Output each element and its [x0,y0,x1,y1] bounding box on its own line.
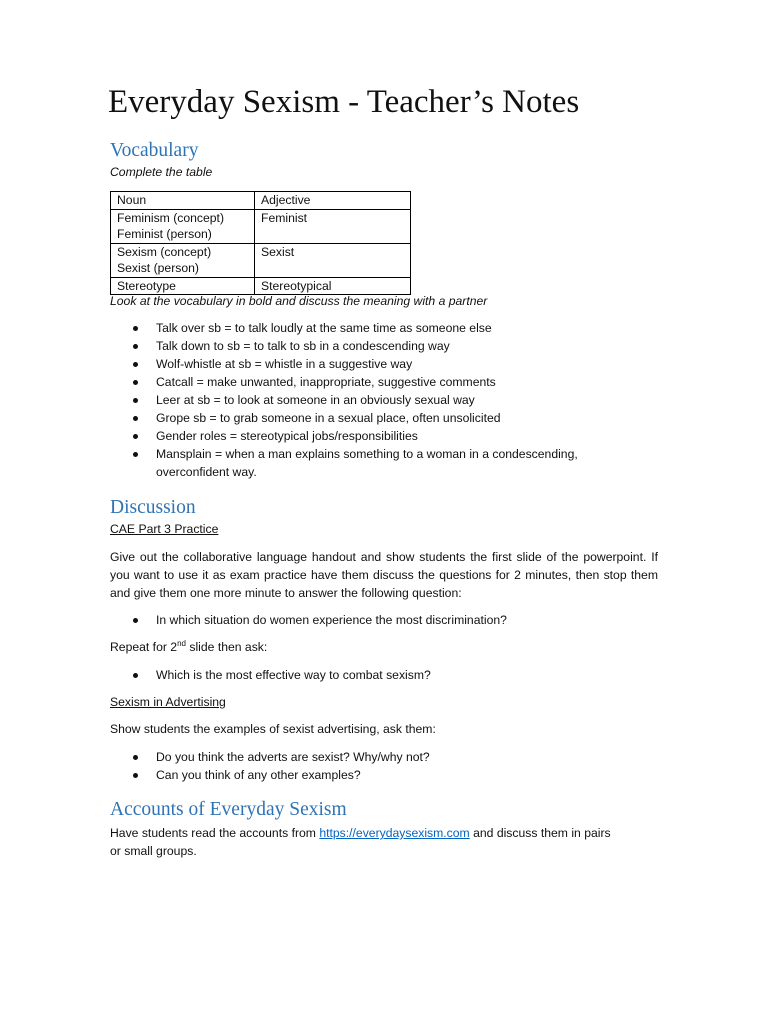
vocabulary-table [110,191,411,295]
adjective-cell: Sexist [255,243,411,277]
list-item: Which is the most effective way to combat sexism? [130,666,431,684]
column-header-adjective: Adjective [255,192,411,210]
column-header-noun: Noun [111,192,255,210]
cae-subheading: CAE Part 3 Practice [110,522,219,536]
list-item: Talk over sb = to talk loudly at the same time as someone else [130,319,578,337]
bullet-icon [133,618,138,623]
accounts-heading: Accounts of Everyday Sexism [110,799,347,820]
table-header-row [111,192,411,210]
bullet-icon [133,434,138,439]
noun-line: Feminist (person) [117,227,212,241]
advertising-intro: Show students the examples of sexist advertising, ask them: [110,722,436,736]
question-list-2 [130,666,431,684]
bullet-icon [133,362,138,367]
question-list-1 [130,611,507,629]
table-row [111,209,411,243]
bullet-icon [133,398,138,403]
bullet-icon [133,416,138,421]
bullet-icon [133,344,138,349]
bullet-icon [133,380,138,385]
discussion-paragraph: Give out the collaborative language handout and show students the first slide of the powerpoint. If you want to use it as exam practice have them discuss the questions for 2 minutes, then stop them and give them one more minute to answer the following question: [110,550,658,600]
vocabulary-list [130,319,578,481]
discuss-instruction: Look at the vocabulary in bold and discuss the meaning with a partner [110,294,488,308]
noun-line: Sexist (person) [117,261,199,275]
table-row [111,243,411,277]
list-item: Talk down to sb = to talk to sb in a condescending way [130,337,578,355]
noun-line: Sexism (concept) [117,244,212,259]
list-item-continuation: overconfident way. [156,465,257,479]
vocabulary-heading: Vocabulary [110,140,199,161]
noun-cell [111,209,255,243]
bullet-icon [133,452,138,457]
list-item: Grope sb = to grab someone in a sexual place, often unsolicited [130,409,578,427]
list-item: Wolf-whistle at sb = whistle in a suggestive way [130,355,578,373]
bullet-icon [133,326,138,331]
list-item: Do you think the adverts are sexist? Why/why not? [130,748,430,766]
everydaysexism-link[interactable]: https://everydaysexism.com [319,826,470,840]
list-item: Can you think of any other examples? [130,766,430,784]
list-item: Leer at sb = to look at someone in an obviously sexual way [130,391,578,409]
advertising-question-list [130,748,430,784]
discussion-heading: Discussion [110,497,196,518]
list-item: Mansplain = when a man explains something to a woman in a condescending, [130,445,578,463]
list-item: Gender roles = stereotypical jobs/responsibilities [130,427,578,445]
document-title: Everyday Sexism - Teacher’s Notes [108,84,580,120]
vocabulary-instruction: Complete the table [110,165,213,179]
noun-line: Stereotype [117,278,176,293]
noun-cell [111,243,255,277]
accounts-paragraph: Have students read the accounts from https://everydaysexism.com and discuss them in pairs or small groups. [110,826,611,858]
list-item: In which situation do women experience the most discrimination? [130,611,507,629]
repeat-instruction: Repeat for 2nd slide then ask: [110,638,268,654]
list-item: Catcall = make unwanted, inappropriate, suggestive comments [130,373,578,391]
advertising-subheading: Sexism in Advertising [110,695,226,709]
bullet-icon [133,773,138,778]
adjective-cell: Feminist [255,209,411,243]
bullet-icon [133,755,138,760]
bullet-icon [133,673,138,678]
noun-line: Feminism (concept) [117,210,225,225]
adjective-cell: Stereotypical [255,277,411,295]
